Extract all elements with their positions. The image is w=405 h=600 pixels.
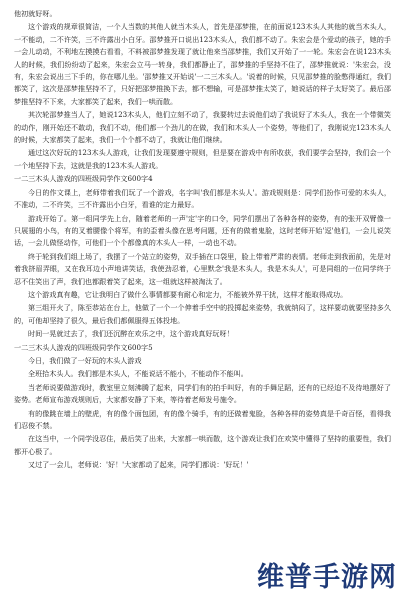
paragraph: 全班拾木头人。我们都是木头人，不能说话不能小，不能动作不能叫。 <box>28 369 248 379</box>
site-watermark-logo: 维普手游网 <box>257 562 397 593</box>
paragraph: 今日，我们做了一好玩的木头人游戏 <box>28 355 142 365</box>
paragraph: 时间一晃就过去了，我们还沉醉在欢乐之中，这个游戏真好玩呀！ <box>28 329 234 339</box>
section-heading: 一二三木头人游戏的四班级同学作文600字5 <box>14 342 153 352</box>
paragraph: 其次轮邵梦推当人了，她说123木头人，他们立刻不动了，我要转过去说他们动了我说好了木头人，我在一个带微笑的动作，刚开始还不敢动，我们不动，他们都一个劲儿的在做，我们和木头人一个姿势，等他们了，我刚说完123木头人的时候，大家都笑了起来，我们一个个都不动了，我就让他们继续。 <box>14 110 391 145</box>
paragraph: 通过这次好玩的123木头人游戏，让我们发现要遵守规则，但是要在游戏中有所收获，我们要学会坚持，我们会一个一个地坚持下去，这就是我的123木头人游戏。 <box>14 148 391 170</box>
paragraph: 这个游戏真有趣，它让我明白了做什么事情都要有耐心和定力，不能被外界干扰，这样才能取得成功。 <box>28 289 348 299</box>
paragraph: 今日的作文课上，老师带着我们玩了一个游戏，名字叫'我们都是木头人'。游戏规则是：同学们扮作可爱的木头人，不准动，二不许笑，三不许露出小白牙，看谁的定力最好。 <box>14 187 391 210</box>
paragraph: 当老师说要做游戏时，教室里立刻沸腾了起来，同学们有的拍手叫好，有的手舞足蹈，还有的已经迫不及待地摆好了姿势。老师宣布游戏规则后，大家都安静了下来，等待着老师发号施令。 <box>14 382 391 405</box>
paragraph: 游戏开始了。第一组同学先上台，随着老师的一声'定'字的口令，同学们摆出了各种各样的姿势，有的张开双臂像一只展翅的小鸟，有的叉着腰像个将军，有的歪着头像在思考问题，还有的做着鬼脸，这时老师开始'逗'他们，一会儿说笑话，一会儿做怪动作，可他们一个个都像真的木头人一样，一动也不动。 <box>14 213 391 248</box>
paragraph: 第三组开火了，陈至恭站在台上，他做了一个一个伸着手空中的投掷起来姿势，我就纳闷了，这样要动就要坚持多久的，可他却坚持了很久，最后我们都佩服得五体投地。 <box>14 303 391 325</box>
paragraph: 有的像跳在墙上的壁虎，有的像个面包团，有的像个骑手，有的还做着鬼脸，各种各样的姿势真是千奇百怪，看得我们忍俊不禁。 <box>14 408 391 430</box>
article-body <box>14 8 391 472</box>
paragraph: 他初就好呀。 <box>14 9 57 18</box>
paragraph: 终于轮到我们组上场了，我摆了一个站立的姿势，双手插在口袋里，脸上带着严肃的表情。老师走到我面前，先是对着我挤眉弄眼，又在我耳边小声地讲笑话，我使劲忍着，心里默念'我是木头人，我是木头人'，可是同组的一位同学终于忍不住笑出了声，我们也都跟着笑了起来，这一组就这样被淘汰了。 <box>14 251 391 286</box>
section-heading: 一二三木头人游戏的四班级同学作文600字4 <box>14 174 153 184</box>
paragraph: 这个游戏的规章很简洁，一个人当数的其他人就当木头人，首先是邵梦推，在前面说123木头人其他的就当木头人，一不能动，二不许笑，三不许露出小白牙。邵梦推开口说出123木头人，我们都不动了。朱宏会是个爱动的孩子，她的手一会儿动动，不利地左摸摸右看看，不料被邵梦推发现了就让他来当邵梦推，我们又开始了一一轮。朱宏会在说123木头人的时候，我们纷纷动了起来，朱宏会立马一转身，我们都静止了，邵梦推的手坚持不住了，邵梦推就说：'朱宏会，没有，朱宏会说出三下手的，你在哪儿坐。'邵梦推又开始说'一二三木头人。'说着的时候，只见邵梦推的脸憋得通红，我们都笑了，这次是邵梦推坚持不了，只好把邵梦推换下去，都不想输，可是邵梦推太笑了，她说话的样子太好笑了。最后邵梦推坚持不下来，大家都笑了起来，我们一哄而散。 <box>14 22 391 106</box>
paragraph: 在这当中，一个同学没忍住，最后笑了出来，大家都一哄而散，这个游戏让我们在欢笑中懂得了坚持的重要性，我们都开心极了。 <box>14 434 391 456</box>
paragraph: 又过了一会儿，老师说：'好！'大家都动了起来，同学们都说：'好玩！' <box>28 460 249 470</box>
